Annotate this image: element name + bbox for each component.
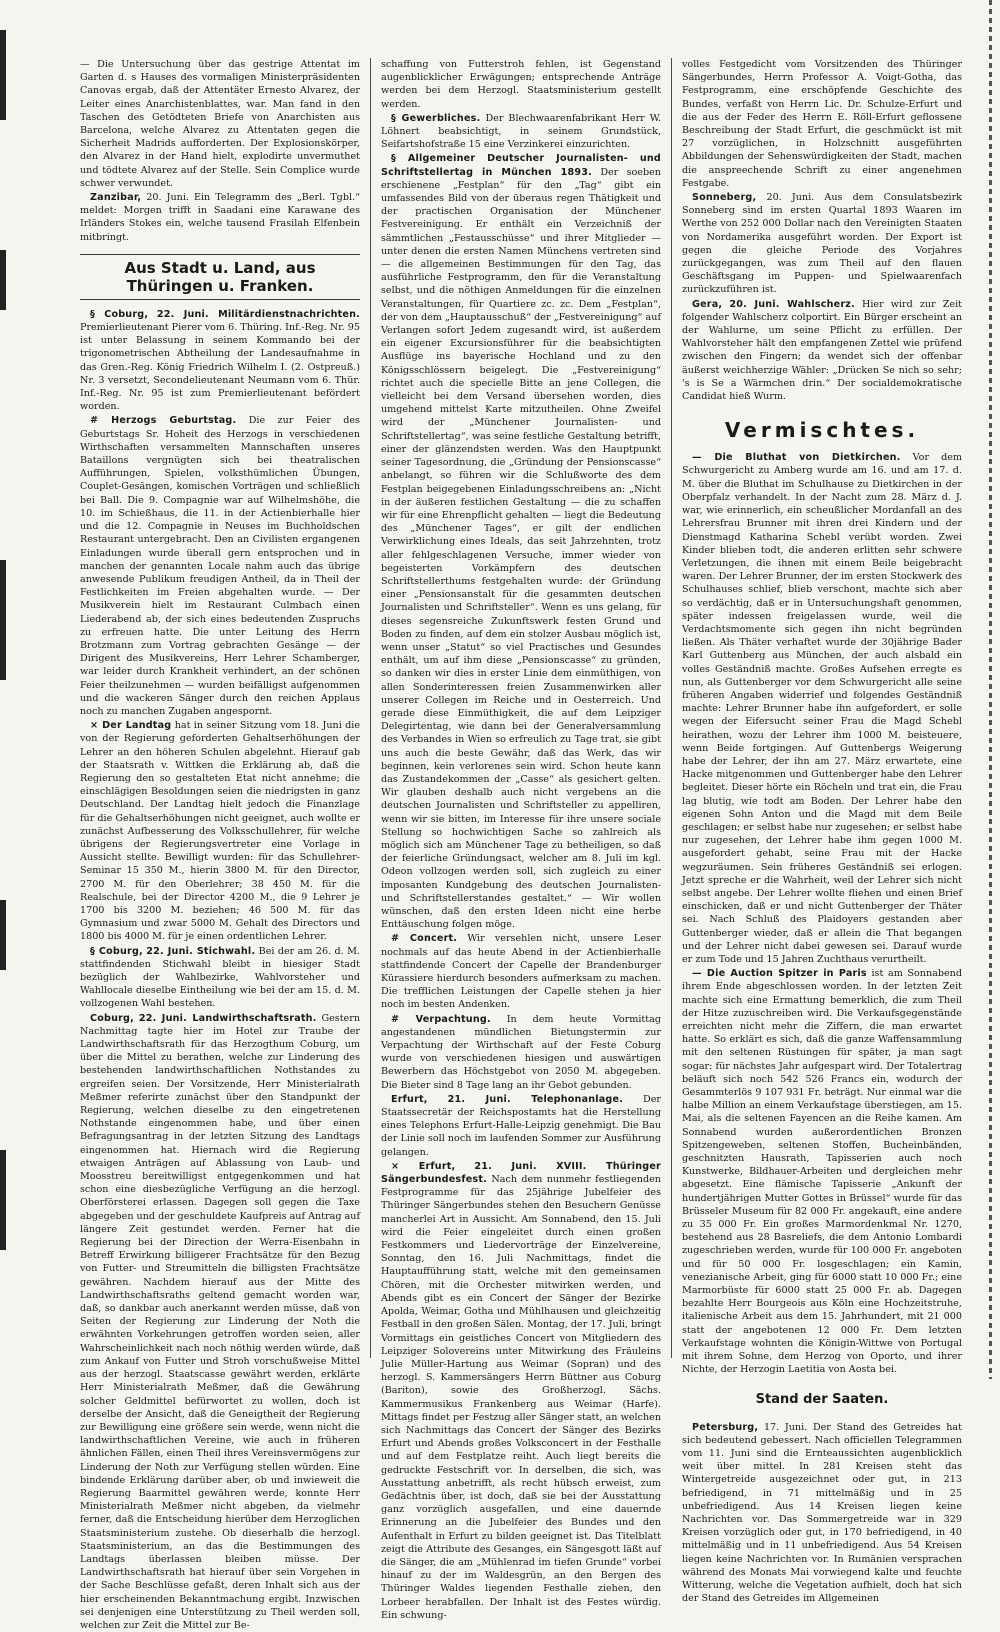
article-bluthat-text: Vor dem Schwurgericht zu Amberg wurde am 16. und am 17. d. M. über die Bluthat im Schulhause zu Dietkirchen in der Oberpfalz verhandelt. In der Nacht zum 28. März d. J. war, wie erinnerlich, ein scheußlicher Mordanfall an des Lehrersfrau Brunner mit ihren drei Kindern und der Dienstmagd Katharina Schebl verübt worden. Zwei Kinder blieben todt, die anderen erlitten sehr schwere Verletzungen, die ihnen mit einem Beile beigebracht waren. Der Lehrer Brunner, der im ersten Stockwerk des Schulhauses schlief, blieb verschont, machte sich aber so verdächtig, daß er in Untersuchungshaft genommen, später indessen freigelassen wurde, weil die Verdachtsmomente sich gegen ihn nicht begründen ließen. Als Thäter verhaftet wurde der 30jährige Bader Karl Guttenberg aus München, der auch alsbald ein volles Geständniß machte. Großes Aufsehen erregte es nun, als Guttenberger vor dem Schwurgericht alle seine früheren Angaben widerrief und folgendes Geständniß machte: Lehrer Brunner habe ihn aufgefordert, er solle wegen der Eifersucht seiner Frau die Magd Schebl heirathen, wozu der Lehrer ihm 1000 M. beisteuere, wenn Beide fortgingen. Auf Guttenbergs Weigerung habe der Lehrer, der ihn am 27. März erwartete, eine Hacke mitgenommen und Guttenberger habe den Lehrer begleitet. Dieser hörte ein Röcheln und trat ein, die Frau lag blutig, wie todt am Boden. Der Lehrer habe den eigenen Sohn Anton und die Magd mit dem Beile geschlagen; er selbst habe nur zugesehen; er selbst habe nur zugesehen, der Lehrer habe ihm gegen 1000 M. ausgefordert gehabt, seine Frau mit der Hacke wegzuräumen. Sein früheres Geständniß sei erlogen. Jetzt spreche er die Wahrheit, weil der Lehrer sich nicht selbst angebe. Der Lehrer wollte fliehen und einen Brief einschicken, daß er und nicht Guttenberger der Thäter sei. Nach Schluß des Plaidoyers gestanden aber Guttenberger wieder, daß er allein die That begangen und der Lehrer nicht dabei gewesen sei. Darauf wurde er zum Tode und 15 Jahren Zuchthaus verurtheilt. [682, 452, 963, 965]
article-geburtstag [80, 414, 360, 718]
article-concert-text: Wir versehlen nicht, unsere Leser nochmals auf das heute Abend in der Actienbierhalle stattfindende Concert der Capelle der Brandenburger Kürassiere hierdurch besonders aufmerksam zu machen. Die trefflichen Leistungen der Capelle stehen ja hier noch im besten Andenken. [381, 933, 661, 1011]
headline-geburtstag: # Herzogs Geburtstag. [90, 415, 237, 427]
column-divider-1 [370, 58, 371, 1358]
dateline-coburg-2: § Coburg, [90, 945, 143, 957]
headline-bluthat: — Die Bluthat von Dietkirchen. [692, 452, 901, 464]
dateline-erfurt-1: Erfurt, [391, 1093, 428, 1105]
dateline-gera: Gera, [692, 298, 723, 310]
article-landwirthschaftsrath-text: Gestern Nachmittag tagte hier im Hotel zur Traube der Landwirthschaftsrath für das Herzogthum Coburg, um über die Mittel zu berathen, welche zur Linderung des bestehenden landwirthschaftlichen Nothstandes zu ergreifen seien. Der Vorsitzende, Herr Ministerialrath Meßmer referirte zunächst über den Standpunkt der Regierung, welchen dieselbe zu den eingetretenen Nothstande eingenommen habe, und über einen Befragungsantrag in der letzten Sitzung des Landtags eingenommen hat. Hiernach wird die Regierung etwaigen Anträgen auf Ablassung von Laub- und Moosstreu bereitwilligst entgegenkommen und hat schon eine diesbezügliche Verfügung an die herzogl. Oberförsterei erlassen. Dagegen soll gegen die Taxe abgegeben und der geschuldete Kaufpreis auf Antrag auf längere Zeit gestundet werden. Ferner hat die Regierung bei der Direction der Werra-Eisenbahn in Betreff Erwirkung billigerer Frachtsätze für den Bezug von Futter- und Streumitteln die billigsten Frachtsätze gewähren. Nachdem hierauf aus der Mitte des Landwirthschaftsraths geltend gemacht worden war, daß, so dankbar auch anerkannt werden müsse, daß von Seiten der Regierung zur Linderung der Noth die erwähnten Vorkehrungen getroffen worden seien, aller Wahrscheinlichkeit nach noch nöthig werden würde, daß zum Ankauf von Futter und Stroh vorschußweise Mittel aus der herzogl. Staatscasse gewährt werden, erklärte Herr Ministerialrath Meßmer, daß die Gewährung solcher Geldmittel befürwortet zu wollen, doch ist derselbe der Ansicht, daß die Geneigtheit der Regierung zur Bewilligung eine größere sein werde, wenn nicht die landwirthschaftlichen Vereine, wie auch in früheren ähnlichen Fällen, einen Theil ihres Vereinsvermögens zur Linderung der Noth zur Verfügung stellen würden. Eine bindende Erklärung darüber aber, ob und inwieweit die Regierung Baarmittel gewähren werde, konnte Herr Ministerialrath Meßmer nicht abgeben, da vielmehr ferner, daß die Entscheidung hierüber dem Herzoglichen Staatsministerium zustehe. Ob dieserhalb die herzogl. Staatsministerium, an das die Bestimmungen des Landtags überlassen bleiben müsse. Der Landwirthschaftsrath hat hierauf über sein Vorgehen in der Sache Beschlüsse gefaßt, deren Inhalt sich aus der hier erscheinenden Bekanntmachung ergibt. Inzwischen sei denjenigen eine Unterstützung zu Theil werden soll, welchen zur Zeit die Mittel zur Be- [80, 1012, 360, 1631]
article-wahlscherz [682, 298, 962, 404]
headline-saengerbund: 21. Juni. XVIII. Thüringer Sängerbundesfest. [381, 1160, 661, 1186]
article-attentat: — Die Untersuchung über das gestrige Attentat im Garten d. s Hauses des vormaligen Ministerpräsidenten Canovas ergab, daß der Attentäter Ernesto Alvarez, der Leiter eines Anarchistenblattes, war. Man fand in den Taschen des Getödteten Briefe von Anarchisten aus Barcelona, welche Alvarez zu Attentaten gegen die Sicherheit Madrids aufforderten. Der Explosionskörper, den Alvarez in der Hand hielt, explodirte unvermuthet und tödtete Alvarez auf der Stelle. Sein Complice wurde schwer verwundet. [80, 59, 360, 189]
article-stichwahl [80, 945, 360, 1011]
column-divider-2 [671, 58, 672, 1358]
dateline-coburg-3: Coburg, [90, 1012, 134, 1024]
headline-verpachtung: # Verpachtung. [391, 1013, 491, 1025]
article-petersburg [682, 1421, 962, 1606]
dateline-zanzibar: Zanzibar, [90, 192, 142, 204]
headline-landwirthschaftsrath: 22. Juni. Landwirthschaftsrath. [138, 1012, 317, 1024]
article-landtag-text: hat in seiner Sitzung vom 18. Juni die von der Regierung geforderten Gehaltserhöhungen der Lehrer an den höheren Schulen abgelehnt. Hierauf gab der Staatsrath v. Wittken die Erklärung ab, daß die Regierung den so gestalteten Etat nicht annehme; die einschlägigen Besoldungen seien die niedrigsten in ganz Deutschland. Der Landtag hielt jedoch die Finanzlage für die Gehaltserhöhungen nicht geeignet, auch wollte er zunächst Aufbesserung des Volksschullehrer, für welche übrigens der Regierungsvertreter eine Vorlage in Aussicht stellte. Bewilligt wurden: für das Schullehrer-Seminar 15 350 M., hierin 3800 M. für den Director, 2700 M. für den Oberlehrer; 38 450 M. für die Realschule, bei der Director 4200 M., die 9 Lehrer je 1700 bis 3200 M. beziehen; 46 500 M. für das Gymnasium und zwar 5000 M. Gehalt des Directors und 1800 bis 4000 M. für je einen ordentlichen Lehrer. [80, 720, 361, 943]
article-zanzibar-text: 20. Juni. Ein Telegramm des „Berl. Tgbl.“ meldet: Morgen trifft in Saadani eine Karawane des Irländers Stokes ein, welche tausend Frasilah Elfenbein mitbringt. [80, 192, 360, 243]
article-stichwahl-text: Bei der am 26. d. M. stattfindenden Stichwahl bleibt in hiesiger Stadt bezüglich der Wahlbezirke, Wahlvorsteher und Wahllocale dieselbe Eintheilung wie bei der am 15. d. M. vollzogenen Wahl bestehen. [80, 945, 360, 1010]
dateline-coburg-1: § Coburg, [90, 308, 149, 320]
article-futterstroh-cont: schaffung von Futterstroh fehlen, ist Gegenstand augenblicklicher Erwägungen; entsprechende Anträge werden bei dem Herzogl. Staatsministerium gestellt werden. [381, 59, 661, 110]
headline-landtag: × Der Landtag [90, 720, 172, 732]
headline-concert: # Concert. [391, 933, 458, 945]
column-3 [682, 58, 963, 1605]
article-saengerbund-text: Nach dem nunmehr festliegenden Festprogramme für das 25jährige Jubelfeier des Thüringer Sängerbundes stehen den Besuchern Genüsse mancherlei Art in Aussicht. Am Sonnabend, den 15. Juli wird die Feier eingeleitet durch einen großen Festkommers und Liedervorträge der Einzelvereine, Sonntag, den 16. Juli Nachmittags, findet die Hauptaufführung statt, welche mit den gemeinsamen Chören, mit die Orchester mitwirken werden, und Abends gibt es ein Concert der Sänger der Bezirke Apolda, Weimar, Gotha und Mühlhausen und gleichzeitig Festball in den großen Sälen. Montag, der 17. Juli, bringt Vormittags ein geistliches Concert von Mitgliedern des Leipziger Solovereins unter Mitwirkung des Fräuleins Julie Müller-Hartung aus Weimar (Sopran) und des herzogl. S. Kammersängers Herrn Büttner aus Coburg (Bariton), sowie des Großherzogl. Sächs. Kammermusikus Frankenberg aus Weimar (Harfe). Mittags findet per Festzug aller Sänger statt, an welchen sich Nachmittags das Concert der Sänger des Bezirks Erfurt und Abends großes Volksconcert in der Festhalle und auf dem Festplatze reiht. Auch liegt bereits die gedruckte Festschrift vor. In derselben, die sich, was Ausstattung anbetrifft, als recht hübsch erweist, zum Gedächtnis über, ist doch, daß sie bei der Ausstattung ganz vorzüglich ausgefallen, und eine dauernde Erinnerung an die Jubelfeier des Bundes und den Aufenthalt in Erfurt zu bilden geeignet ist. Das Titelblatt zeigt die Attribute des Gesanges, ein Sängesgott läßt auf die Sänger, die am „Mühlenrad im tiefen Grunde“ vorbei hinauf zu der im Waldesgrün, an den Bergen des Thüringer Waldes liegenden Festhalle ziehen, den Lorbeer herabfallen. Der Inhalt ist des Festes würdig. Ein schwung- [381, 1174, 661, 1621]
section-title-regional: Aus Stadt u. Land, aus Thüringen u. Franken. [80, 254, 360, 300]
article-gewerbliches-text: Der Blechwaarenfabrikant Herr W. Löhnert beabsichtigt, in seinem Grundstück, Seifartshofstraße 15 eine Verzinkerei einzurichten. [381, 112, 661, 151]
article-verpachtung-text: In dem heute Vormittag angestandenen mündlichen Bietungstermin zur Verpachtung der Wirthschaft auf der Feste Coburg wurde von verschiedenen hiesigen und auswärtigen Bewerbern das Höchstgebot von 2050 M. abgegeben. Die Bieter sind 8 Tage lang an ihr Gebot gebunden. [381, 1013, 662, 1091]
article-concert [381, 932, 661, 1011]
article-auction-text: ist am Sonnabend ihrem Ende abgeschlossen worden. In der letzten Zeit machte sich eine Ermattung bemerklich, die zum Theil der Hitze zuzuschreiben wird. Die Verkaufsgegenstände erreichten nicht mehr die Ziffern, die man erwartet hatte. So erklärt es sich, daß die ganze Waffensammlung mit den seltenen Rüstungen für später, ja man sagt sogar: für nächstes Jahr aufgespart wird. Der Totalertrag beläuft sich noch 542 526 Francs ein, wodurch der Gesammterlös 9 107 931 Fr. beträgt. Nur einmal war die halbe Million an einem Verkaufstage überstiegen, am 15. Mai, als die seltenen Fayencen an die Reihe kamen. Am Sonnabend wurden außerordentlichen Bronzen Spitzengeweben, seltenen Stoffen, Bucheinbänden, geschnitzten Hausrath, Tapisserien auch noch Kunstwerke, Bildhauer-Arbeiten und dergleichen mehr abgesetzt. Eine flämische Tapisserie „Ankunft der hundertjährigen Mutter Gottes in Brüssel“ wurde für das Brüsseler Museum für 82 000 Fr. angekauft, eine andere zu 35 000 Fr. Ein großes Marmordenkmal Nr. 1270, bestehend aus 28 Basreliefs, die dem Antonio Lombardi zugeschrieben werden, wurde für 100 000 Fr. angeboten und für 50 000 Fr. losgeschlagen; ein Kamin, venezianische Arbeit, ging für 6000 statt 10 000 Fr.; eine Marmorbüste für 6000 statt 25 000 Fr. ab. Dagegen bezahlte Herr Bourgeois aus Köln eine Hochzeitstruhe, italienische Arbeit aus dem 15. Jahrhundert, mit 21 000 statt der angebotenen 12 000 Fr. Dem letzten Verkaufstage wohnten die Königin-Wittwe von Portugal mit ihrem Sohne, dem Herzog von Oporto, und ihrer Nichte, der Herzogin Laetitia von Aosta bei. [682, 968, 962, 1376]
article-saengerbund [381, 1160, 661, 1622]
article-petersburg-text: 17. Juni. Der Stand des Getreides hat sich bedeutend gebessert. Nach officiellen Telegrammen vom 11. Juni sind die Ernteaussichten augenblicklich weit über mittel. In 281 Kreisen steht das Wintergetreide ausgezeichnet oder gut, in 213 befriedigend, in 71 mittelmäßig und in 25 unbefriedigend. Aus 14 Kreisen liegen keine Nachrichten vor. Das Sommergetreide war in 329 Kreisen vorzüglich oder gut, in 170 befriedigend, in 40 mittelmäßig und in 11 unbefriedigend. Aus 54 Kreisen liegen keine Nachrichten vor. In Rumänien versprachen während des Monats Mai vorwiegend kalte und feuchte Witterung, welche die Vegetation aufhielt, doch hat sich der Stand des Getreides im Allgemeinen [682, 1421, 962, 1605]
article-auction [682, 967, 962, 1376]
article-journalistentag-text: Der soeben erschienene „Festplan“ für den „Tag“ gibt ein umfassendes Bild von der überaus regen Thätigkeit und der practischen Organisation der Münchener Festvereinigung. Er enthält ein Verzeichniß der sämmtlichen „Festausschüsse“ und ihrer Mitglieder — unter denen die ersten Namen Münchens vertreten sind — die allgemeinen Bestimmungen für den Tag, das ausführliche Festprogramm, den für die Veranstaltung selbst, und die nöthigen Anmeldungen für die einzelnen Veranstaltungen, für Quartiere zc. zc. Dem „Festplan“, der von dem „Hauptausschuß“ der „Festvereinigung“ auf Verlangen sofort Jedem zugesandt wird, ist außerdem ein eigener Excursionsführer für die beabsichtigten Ausflüge ins bayerische Hochland und zu den Königsschlössern beigelegt. Die „Festvereinigung“ richtet auch die specielle Bitte an jene Collegen, die vielleicht bei dem Versand übersehen worden, dies umgehend mittelst Karte mitzutheilen. Ohne Zweifel wird der „Münchener Journalisten- und Schriftstellertag“, was seine festliche Gestaltung betrifft, einer der glänzendsten werden. Was den Hauptpunkt seiner Tagesordnung, die „Gründung der Pensionscasse“ anbelangt, so führen wir die Schlußworte des dem Festplan beigegebenen Einladungsschreibens an: „Nicht in der äußeren festlichen Gestaltung — die zu schaffen wir für eine Ehrenpflicht gehalten — liegt die Bedeutung des „Münchener Tages“, er gilt der endlichen Verwirklichung eines Ideals, das seit Jahrzehnten, trotz aller fehlgeschlagenen Versuche, immer wieder von begeisterten Vorkämpfern des deutschen Schriftstellerthums festgehalten wurde: der Gründung einer „Pensionsanstalt für die gesammten deutschen Journalisten und Schriftsteller“. Wenn es uns gelang, für dieses segensreiche Zukunftswerk festen Grund und Boden zu finden, auf dem ein stolzer Ausbau möglich ist, wenn unser „Statut“ so viel Practisches und Gesundes enthält, um auf ihm diese „Pensionscasse“ zu gründen, so danken wir dies in erster Linie dem einmüthigen, von allen Sonderinteressen freien Zusammenwirken aller unserer Collegen im Reiche und in Oesterreich. Und gerade diese Einmüthigkeit, die auf dem Leipziger Delegirtentag, wie dann bei der Generalversammlung des Verbandes in Wien so erfreulich zu Tage trat, sie gibt uns auch die beste Gewähr, daß das Werk, das wir beginnen, kein verlorenes sein wird. Schon heute kann das Zustandekommen der „Casse“ als gesichert gelten. Wir glauben deshalb auch nicht vergebens an die deutschen Journalisten und Schriftsteller zu appelliren, wenn wir sie bitten, im Interesse für ihre unsere sociale Stellung so hochwichtigen Sache so zahlreich als möglich sich am Münchener Tage zu betheiligen, so daß der feierliche Gründungsact, welcher am 8. Juli im kgl. Odeon vollzogen werden soll, sich zugleich zu einer imposanten Kundgebung des deutschen Journalisten- und Schriftstellerstandes gestaltet.“ — Wir wollen wünschen, daß den ersten Ideen nicht eine herbe Enttäuschung folgen möge. [381, 166, 661, 931]
right-edge-rule [989, 0, 992, 1379]
headline-telephon: 21. Juni. Telephonanlage. [447, 1093, 624, 1105]
headline-militaer: 22. Juni. Militärdienstnachrichten. [156, 308, 360, 320]
article-sonneberg-text: 20. Juni. Aus dem Consulatsbezirk Sonneberg sind im ersten Quartal 1893 Waaren im Werthe von 252 000 Dollar nach den Vereinigten Staaten von Nordamerika ausgeführt worden. Der Export ist gegen die gleiche Periode des Vorjahres zurückgegangen, was zum Theil auf den flauen Geschäftsgang im Puppen- und Spielwaarenfach zurückzuführen ist. [682, 192, 962, 296]
binding-edge [0, 0, 70, 1379]
headline-stichwahl: 22. Juni. Stichwahl. [146, 945, 256, 957]
article-landwirthschaftsrath [80, 1012, 360, 1632]
article-verpachtung [381, 1013, 661, 1092]
article-zanzibar [80, 191, 360, 244]
article-telephon-text: Der Staatssecretär der Reichspostamts hat die Herstellung eines Telephons Erfurt-Halle-Leipzig genehmigt. Die Bau der Linie soll noch im laufenden Sommer zur Ausführung gelangen. [381, 1093, 661, 1158]
article-bluthat [682, 451, 962, 966]
article-saengerbund-cont: volles Festgedicht vom Vorsitzenden des Thüringer Sängerbundes, Herrn Professor A. Voigt-Gotha, das Festprogramm, eine erschöpfende Geschichte des Bundes, verfaßt von Herrn Lic. Dr. Schulze-Erfurt und die aus der Feder des Herrn E. Röll-Erfurt geflossene Beschreibung der Stadt Erfurt, die geschmückt ist mit 27 vorzüglichen, in Holzschnitt ausgeführten Abbildungen der Sehenswürdigkeiten der Stadt, machen die anspreechende Schrift zu einer angenehmen Festgabe. [682, 59, 962, 189]
article-militaer-text: Premierlieutenant Pierer vom 6. Thüring. Inf.-Reg. Nr. 95 ist unter Belassung in seinem Kommando bei der trigonometrischen Abtheilung der Landesaufnahme in das Gren.-Reg. König Friedrich Wilhelm I. (2. Ostpreuß.) Nr. 3 versetzt, Secondelieutenant Neumann vom 6. Thür. Inf.-Reg. Nr. 95 ist zum Premierlieutenant befördert worden. [80, 322, 360, 413]
dateline-sonneberg: Sonneberg, [692, 192, 757, 204]
article-wahlscherz-text: Hier wird zur Zeit folgender Wahlscherz colportirt. Ein Bürger erscheint an der Wahlurne, um seine Pflicht zu erfüllen. Der Wahlvorsteher hält den empfangenen Zettel wie prüfend zwischen den Fingern; da wendet sich der offenbar äußerst weichherzige Wähler: „Drücken Se nich so sehr; 's is Se a Wärmchen drin.“ Der socialdemokratische Candidat hieß Wurm. [682, 298, 962, 403]
headline-journalistentag: § Allgemeiner Deutscher Journalisten- und Schriftstellertag in München 1893. [381, 153, 661, 178]
article-gewerbliches [381, 112, 661, 152]
dateline-erfurt-2: × Erfurt, [391, 1160, 456, 1172]
article-journalistentag [381, 152, 661, 931]
headline-gewerbliches: § Gewerbliches. [391, 112, 481, 124]
dateline-petersburg: Petersburg, [692, 1421, 759, 1433]
headline-auction: — Die Auction Spitzer in Paris [692, 968, 867, 980]
column-1 [80, 58, 361, 1631]
article-telephon [381, 1093, 661, 1159]
article-geburtstag-text: Die zur Feier des Geburtstags Sr. Hoheit des Herzogs in verschiedenen Wirthschaften versammelten Mannschaften unseres Bataillons vergnügten sich bei theatralischen Aufführungen, Spielen, volksthümlichen Übungen, Couplet-Gesängen, komischen Vorträgen und schließlich bei Ball. Die 9. Compagnie war auf Wilhelmshöhe, die 10. im Schießhaus, die 11. in der Actienbierhalle hier und die 12. Compagnie in Neuses im Buchholdschen Restaurant untergebracht. Den an Civilisten ergangenen Einladungen wurde überall gern entsprochen und in manchen der genannten Locale nahm auch das übrige anwesende Publikum freudigen Antheil, da in Theil der Festlichkeiten im Freien abgehalten wurde. — Der Musikverein hielt im Restaurant Culmbach einen Liederabend ab, der sich eines bedeutenden Zuspruchs zu erfreuen hatte. Die unter Leitung des Herrn Brotzmann zum Vortrag gebrachten Gesänge — der Dirigent des Musikvereins, Herr Lehrer Schamberger, war leider durch Krankheit verhindert, an der schönen Feier theilzunehmen — wurden beifälligst aufgenommen und die wackeren Sänger durch den reichen Applaus noch zu manchen Zugaben angespornt. [80, 415, 360, 717]
article-militaer [80, 308, 360, 414]
text-columns [80, 58, 963, 1631]
column-2 [381, 58, 662, 1621]
section-title-vermischtes: Vermischtes. [724, 418, 920, 443]
section-title-saaten: Stand der Saaten. [755, 1391, 889, 1407]
headline-wahlscherz: 20. Juni. Wahlscherz. [729, 298, 855, 310]
article-sonneberg [682, 191, 962, 297]
article-landtag [80, 719, 360, 943]
